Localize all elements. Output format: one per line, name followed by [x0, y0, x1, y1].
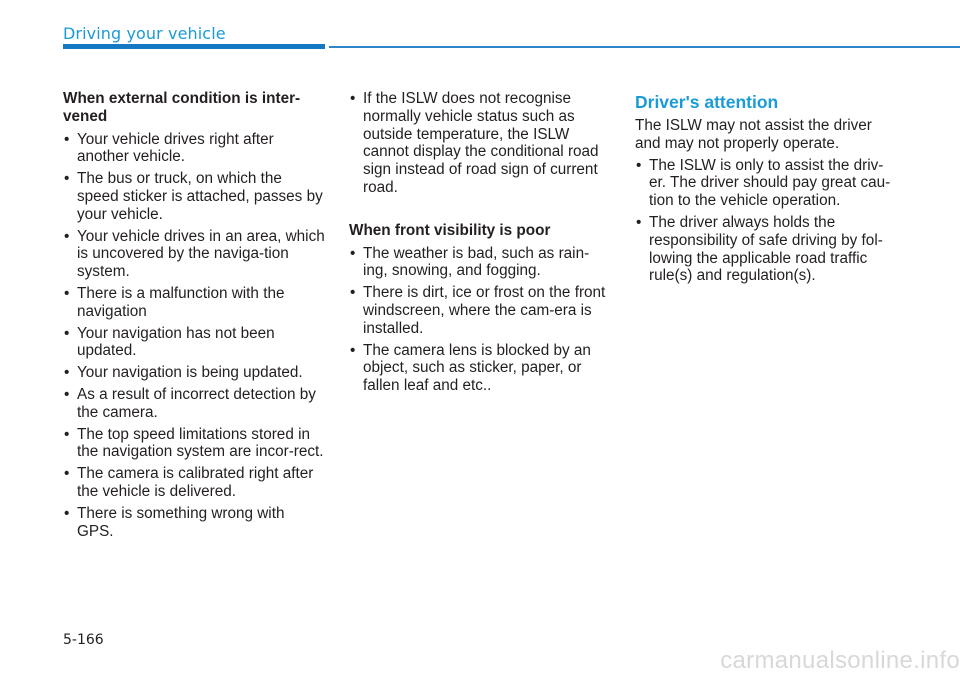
header-rule-thin — [329, 46, 960, 48]
bullet-list-status — [349, 90, 613, 197]
list-item: • Your navigation is being updated. — [63, 364, 325, 382]
heading-external-condition: When external condition is inter-vened — [63, 90, 301, 125]
list-item: • Your navigation has not been updated. — [63, 325, 325, 361]
list-item: • There is a malfunction with the navigation — [63, 285, 325, 321]
list-item: • The weather is bad, such as rain-ing, snowing, and fogging. — [349, 245, 613, 281]
heading-front-visibility: When front visibility is poor — [349, 221, 551, 239]
header-rule-thick — [63, 44, 325, 49]
bullet-list-front-visibility — [349, 245, 613, 395]
column-left — [63, 90, 325, 544]
column-right — [635, 91, 898, 289]
list-item: • The camera is calibrated right after the vehicle is delivered. — [63, 465, 325, 501]
paragraph-drivers-attention: The ISLW may not assist the driver and may not properly operate. — [635, 117, 872, 152]
list-item: • Your vehicle drives in an area, which is uncovered by the naviga-tion system. — [63, 228, 325, 281]
list-item: • As a result of incorrect detection by the camera. — [63, 386, 325, 422]
list-item: • The bus or truck, on which the speed sticker is attached, passes by your vehicle. — [63, 170, 325, 223]
list-item: • There is dirt, ice or frost on the front windscreen, where the cam-era is installed. — [349, 284, 613, 337]
page-number: 5-166 — [63, 632, 104, 648]
list-item: • The driver always holds the responsibility of safe driving by fol-lowing the applicable road traffic rule(s) and regulation(s). — [635, 214, 898, 285]
section-title: Driving your vehicle — [63, 24, 226, 43]
list-item: • If the ISLW does not recognise normally vehicle status such as outside temperature, the ISLW cannot display the conditional road sign instead of road sign of current road. — [349, 90, 613, 197]
list-item: • The camera lens is blocked by an object, such as sticker, paper, or fallen leaf and etc.. — [349, 342, 613, 395]
list-item: • The ISLW is only to assist the driv-er. The driver should pay great cau-tion to the vehicle operation. — [635, 157, 898, 210]
heading-drivers-attention: Driver's attention — [635, 92, 779, 112]
list-item: • Your vehicle drives right after another vehicle. — [63, 131, 325, 167]
column-middle — [349, 90, 613, 399]
bullet-list-external-condition — [63, 131, 325, 541]
list-item: • The top speed limitations stored in the navigation system are incor-rect. — [63, 426, 325, 462]
bullet-list-drivers-attention — [635, 157, 898, 286]
watermark: carmanualsonline.info — [720, 647, 960, 674]
list-item: • There is something wrong with GPS. — [63, 505, 325, 541]
